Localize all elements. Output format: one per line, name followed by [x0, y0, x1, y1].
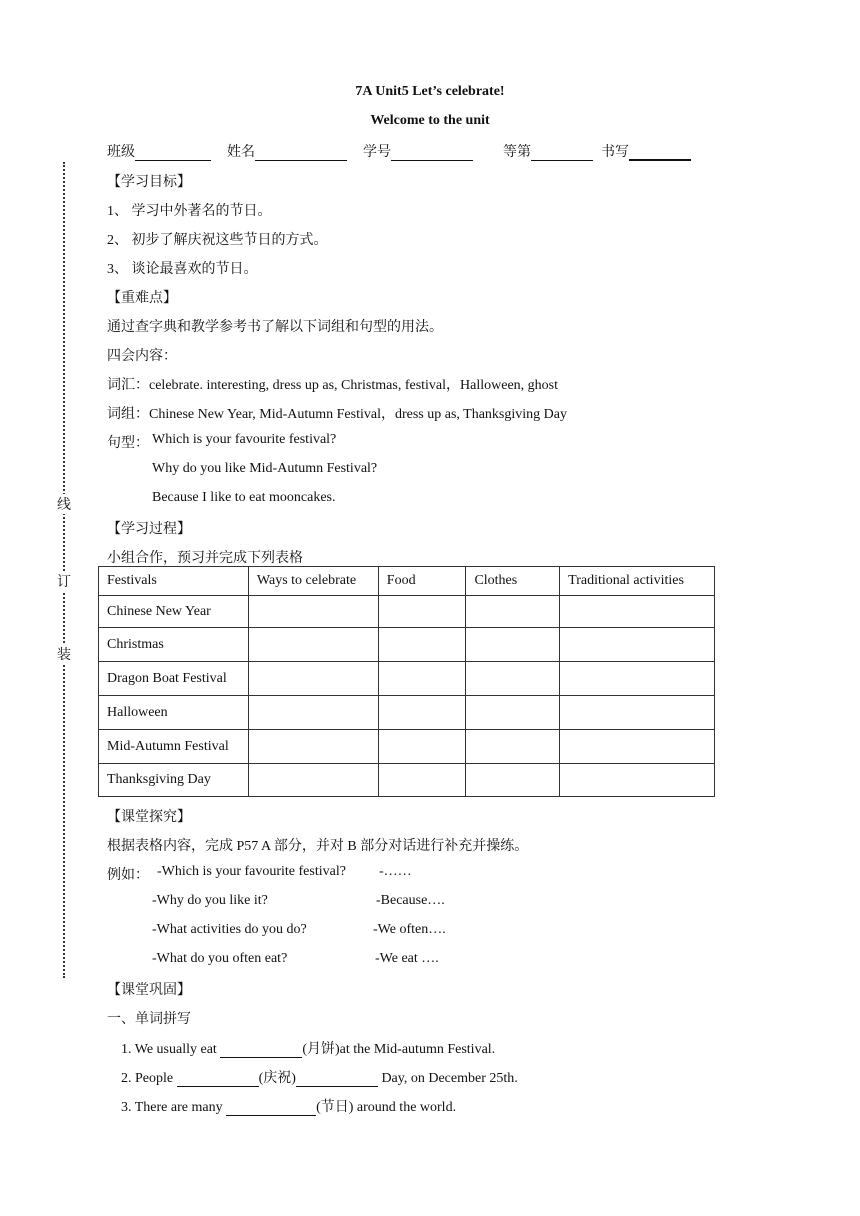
- explore-heading: 【课堂探究】: [107, 810, 191, 825]
- table-header: Traditional activities: [560, 567, 715, 596]
- class-blank[interactable]: [135, 146, 211, 161]
- dialog-question-2: -Why do you like it?: [152, 893, 268, 908]
- objective-item-1: 1、 学习中外著名的节日。: [107, 204, 272, 219]
- hint: (庆祝): [258, 1071, 296, 1086]
- vocab-line: 词汇：celebrate. interesting, dress up as, Christmas, festival，Halloween, ghost: [107, 378, 559, 393]
- table-cell[interactable]: [466, 696, 560, 730]
- name-label: 姓名: [227, 145, 255, 160]
- pattern-3: Because I like to eat mooncakes.: [152, 490, 336, 505]
- table-cell[interactable]: [466, 730, 560, 764]
- question-2: 2. People (庆祝) Day, on December 25th.: [121, 1071, 518, 1086]
- example-label: 例如：: [107, 868, 149, 883]
- table-cell[interactable]: [378, 662, 466, 696]
- number-label: 学号: [363, 145, 391, 160]
- consolidate-heading: 【课堂巩固】: [107, 983, 191, 998]
- table-cell[interactable]: [248, 730, 378, 764]
- page-subtitle: Welcome to the unit: [370, 113, 490, 128]
- question-1: 1. We usually eat (月饼)at the Mid-autumn Festival.: [121, 1042, 496, 1057]
- table-row: [99, 628, 715, 662]
- festival-name: Dragon Boat Festival: [99, 662, 249, 696]
- class-label: 班级: [107, 145, 135, 160]
- dialog-question-3: -What activities do you do?: [152, 922, 307, 937]
- table-cell[interactable]: [248, 696, 378, 730]
- table-cell[interactable]: [248, 628, 378, 662]
- dialog-answer-2: -Because….: [376, 893, 445, 908]
- table-cell[interactable]: [378, 696, 466, 730]
- grade-label: 等第: [503, 145, 531, 160]
- objective-item-3: 3、 谈论最喜欢的节日。: [107, 262, 258, 277]
- process-heading: 【学习过程】: [107, 522, 191, 537]
- dialog-answer-3: -We often….: [373, 922, 446, 937]
- info-fields-row: [107, 141, 691, 161]
- writing-blank[interactable]: [629, 145, 691, 161]
- answer-blank[interactable]: [226, 1101, 316, 1116]
- section-word-spelling: 一、单词拼写: [107, 1012, 191, 1027]
- table-row: [99, 696, 715, 730]
- festival-name: Halloween: [99, 696, 249, 730]
- binding-char-line: 线: [56, 494, 72, 514]
- table-header: Food: [378, 567, 466, 596]
- table-cell[interactable]: [378, 628, 466, 662]
- table-header: Festivals: [99, 567, 249, 596]
- table-row: [99, 662, 715, 696]
- answer-blank[interactable]: [177, 1072, 259, 1087]
- table-cell[interactable]: [378, 596, 466, 628]
- binding-dotted-line: [63, 162, 65, 978]
- writing-label: 书写: [601, 145, 629, 160]
- hint: (月饼): [302, 1042, 340, 1057]
- four-skills-label: 四会内容：: [107, 349, 177, 364]
- question-3: 3. There are many (节日) around the world.: [121, 1100, 457, 1115]
- table-cell[interactable]: [560, 696, 715, 730]
- pattern-1: Which is your favourite festival?: [152, 432, 337, 447]
- table-row: [99, 730, 715, 764]
- process-instruction: 小组合作，预习并完成下列表格: [107, 551, 303, 566]
- objectives-heading: 【学习目标】: [107, 175, 191, 190]
- table-row: [99, 764, 715, 797]
- table-cell[interactable]: [466, 628, 560, 662]
- table-cell[interactable]: [560, 596, 715, 628]
- festival-name: Christmas: [99, 628, 249, 662]
- table-cell[interactable]: [560, 764, 715, 797]
- festival-name: Thanksgiving Day: [99, 764, 249, 797]
- pattern-label: 句型：: [107, 436, 149, 451]
- page-title: 7A Unit5 Let’s celebrate!: [355, 84, 505, 99]
- table-cell[interactable]: [560, 662, 715, 696]
- binding-char-bind: 装: [56, 644, 72, 664]
- table-cell[interactable]: [248, 662, 378, 696]
- table-header-row: [99, 567, 715, 596]
- number-blank[interactable]: [391, 146, 473, 161]
- table-cell[interactable]: [248, 764, 378, 797]
- explore-instruction: 根据表格内容，完成 P57 A 部分，并对 B 部分对话进行补充并操练。: [107, 839, 529, 854]
- binding-char-staple: 订: [56, 571, 72, 591]
- key-points-intro: 通过查字典和教学参考书了解以下词组和句型的用法。: [107, 320, 443, 335]
- table-cell[interactable]: [378, 730, 466, 764]
- table-cell[interactable]: [378, 764, 466, 797]
- table-cell[interactable]: [466, 764, 560, 797]
- name-blank[interactable]: [255, 146, 347, 161]
- phrases-line: 词组：Chinese New Year, Mid-Autumn Festival，dress up as, Thanksgiving Day: [107, 407, 567, 422]
- key-points-heading: 【重难点】: [107, 291, 177, 306]
- table-cell[interactable]: [560, 730, 715, 764]
- table-header: Ways to celebrate: [248, 567, 378, 596]
- objective-item-2: 2、 初步了解庆祝这些节日的方式。: [107, 233, 328, 248]
- dialog-answer-1: -……: [379, 864, 412, 879]
- festival-name: Chinese New Year: [99, 596, 249, 628]
- answer-blank[interactable]: [220, 1043, 302, 1058]
- festival-name: Mid-Autumn Festival: [99, 730, 249, 764]
- hint: (节日): [316, 1100, 354, 1115]
- pattern-2: Why do you like Mid-Autumn Festival?: [152, 461, 378, 476]
- table-cell[interactable]: [560, 628, 715, 662]
- table-row: [99, 596, 715, 628]
- dialog-question-1: -Which is your favourite festival?: [157, 864, 346, 879]
- grade-blank[interactable]: [531, 146, 593, 161]
- dialog-answer-4: -We eat ….: [375, 951, 439, 966]
- table-header: Clothes: [466, 567, 560, 596]
- dialog-question-4: -What do you often eat?: [152, 951, 288, 966]
- table-cell[interactable]: [248, 596, 378, 628]
- table-cell[interactable]: [466, 662, 560, 696]
- table-cell[interactable]: [466, 596, 560, 628]
- answer-blank[interactable]: [296, 1072, 378, 1087]
- festival-table: [98, 566, 715, 797]
